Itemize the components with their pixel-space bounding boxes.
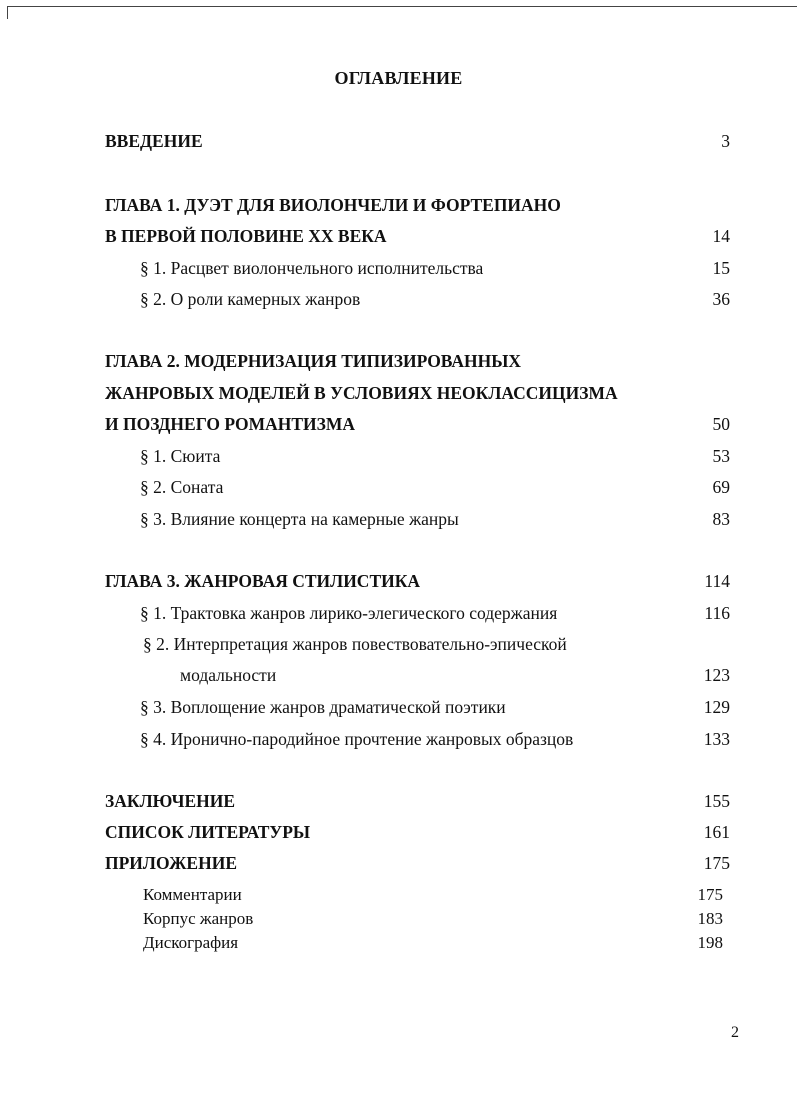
toc-chapter-2-line-3 [0,412,797,436]
toc-entry-page: 114 [704,571,730,591]
toc-section-label: § 2. Интерпретация жанров повествовательно-эпической [143,634,567,654]
toc-entry-label: ГЛАВА 3. ЖАНРОВАЯ СТИЛИСТИКА [105,571,421,591]
page-number: 2 [731,1024,739,1041]
toc-entry-page: 14 [712,226,730,246]
toc-appendix-item [0,907,797,931]
toc-section [0,444,797,468]
toc-appendix-item [0,931,797,955]
toc-appendix-page: 198 [697,933,723,952]
scan-border-left [7,6,8,19]
toc-chapter-1-line-2 [0,224,797,248]
toc-section-label: § 3. Воплощение жанров драматической поэтики [140,697,506,717]
toc-section-page: 83 [712,509,730,529]
toc-entry-page: 175 [703,853,730,873]
toc-section [0,632,797,656]
toc-entry-label: И ПОЗДНЕГО РОМАНТИЗМА [105,414,356,434]
toc-appendix-item [0,883,797,907]
toc-section-label: § 4. Иронично-пародийное прочтение жанровых образцов [140,729,574,749]
toc-title: ОГЛАВЛЕНИЕ [334,68,463,88]
toc-section [0,287,797,311]
toc-appendix-label: Дискография [143,933,239,952]
toc-section-label: § 2. Соната [140,477,224,497]
toc-section [0,256,797,280]
toc-entry-label: ПРИЛОЖЕНИЕ [105,853,238,873]
toc-section-continuation [0,663,797,687]
toc-section-label: § 1. Сюита [140,446,221,466]
toc-section-label-cont: модальности [180,665,277,685]
toc-chapter-2-line-1 [0,349,797,373]
toc-chapter-3 [0,569,797,593]
toc-section-page: 116 [704,603,730,623]
toc-entry-conclusion [0,789,797,813]
toc-section-page: 69 [712,477,730,497]
toc-entry-label: ГЛАВА 1. ДУЭТ ДЛЯ ВИОЛОНЧЕЛИ И ФОРТЕПИАНО [105,195,561,215]
toc-entry-appendix [0,851,797,875]
toc-appendix-label: Комментарии [143,885,242,904]
toc-entry-intro [0,129,797,153]
toc-appendix-page: 175 [697,885,723,904]
toc-section [0,727,797,751]
toc-entry-page: 3 [721,131,730,151]
toc-chapter-2-line-2 [0,381,797,405]
toc-entry-label: В ПЕРВОЙ ПОЛОВИНЕ XX ВЕКА [105,226,387,246]
toc-section-label: § 1. Расцвет виолончельного исполнительства [140,258,484,278]
toc-section-page: 53 [712,446,730,466]
toc-entry-page: 161 [703,822,730,842]
toc-section-page: 129 [703,697,730,717]
toc-section-label: § 2. О роли камерных жанров [140,289,361,309]
scan-border-top [7,6,797,7]
toc-appendix-label: Корпус жанров [143,909,254,928]
toc-section [0,475,797,499]
toc-entry-label: ВВЕДЕНИЕ [105,131,203,151]
toc-section-page: 133 [703,729,730,749]
toc-chapter-1-line-1 [0,193,797,217]
toc-appendix-page: 183 [697,909,723,928]
toc-entry-label: ЗАКЛЮЧЕНИЕ [105,791,236,811]
toc-entry-label: ЖАНРОВЫХ МОДЕЛЕЙ В УСЛОВИЯХ НЕОКЛАССИЦИЗМА [105,383,618,403]
toc-section-page: 123 [703,665,730,685]
toc-section-page: 15 [712,258,730,278]
toc-entry-label: СПИСОК ЛИТЕРАТУРЫ [105,822,311,842]
toc-section-page: 36 [712,289,730,309]
toc-entry-page: 155 [703,791,730,811]
toc-section-label: § 1. Трактовка жанров лирико-элегического содержания [140,603,558,623]
toc-entry-page: 50 [712,414,730,434]
toc-section [0,601,797,625]
toc-section [0,507,797,531]
toc-section [0,695,797,719]
toc-section-label: § 3. Влияние концерта на камерные жанры [140,509,459,529]
toc-entry-bibliography [0,820,797,844]
toc-entry-label: ГЛАВА 2. МОДЕРНИЗАЦИЯ ТИПИЗИРОВАННЫХ [105,351,522,371]
